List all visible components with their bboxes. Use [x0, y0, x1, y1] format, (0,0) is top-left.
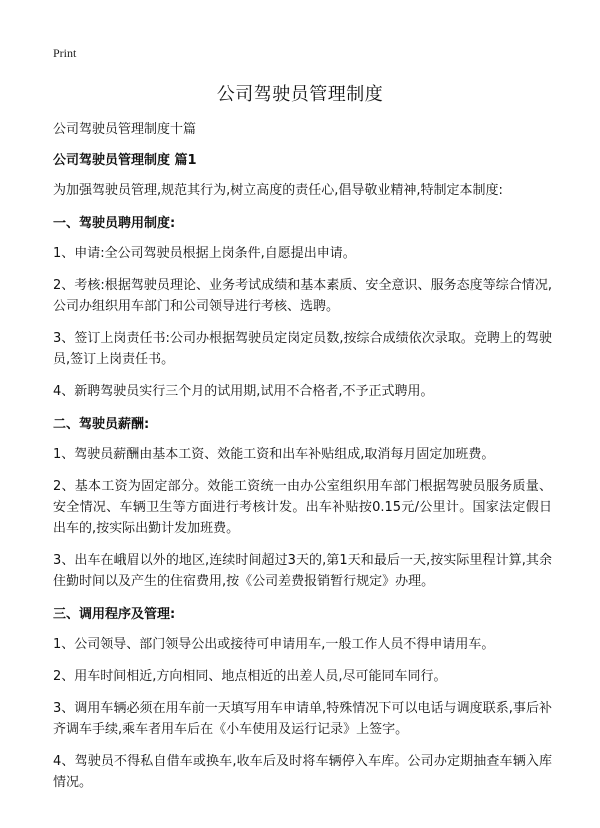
list-item: 1、申请:全公司驾驶员根据上岗条件,自愿提出申请。 — [53, 246, 356, 261]
section-heading: 一、驾驶员聘用制度: — [53, 216, 176, 231]
section-heading: 二、驾驶员薪酬: — [53, 417, 150, 432]
list-item: 3、签订上岗责任书:公司办根据驾驶员定岗定员数,按综合成绩依次录取。竞聘上的驾驶员,签订上岗责任书。 — [53, 331, 552, 367]
intro-paragraph: 为加强驾驶员管理,规范其行为,树立高度的责任心,倡导敬业精神,特制定本制度: — [53, 183, 503, 198]
section-heading: 三、调用程序及管理: — [53, 607, 176, 622]
section-dispatch — [53, 603, 552, 793]
document-body — [53, 118, 552, 804]
section-hiring — [53, 212, 552, 402]
list-item: 1、驾驶员薪酬由基本工资、效能工资和出车补贴组成,取消每月固定加班费。 — [53, 447, 495, 462]
list-item: 1、公司领导、部门领导公出或接待可申请用车,一般工作人员不得申请用车。 — [53, 637, 495, 652]
print-link[interactable]: Print — [53, 46, 77, 60]
list-item: 3、出车在峨眉以外的地区,连续时间超过3天的,第1天和最后一天,按实际里程计算,其余住勤时间以及产生的住宿费用,按《公司差费报销暂行规定》办理。 — [53, 553, 552, 589]
list-item: 2、基本工资为固定部分。效能工资统一由办公室组织用车部门根据驾驶员服务质量、安全情况、车辆卫生等方面进行考核计发。出车补贴按0.15元/公里计。国家法定假日出车的,按实际出勤计发加班费。 — [53, 479, 552, 536]
page-title: 公司驾驶员管理制度 — [216, 84, 384, 105]
list-item: 3、调用车辆必须在用车前一天填写用车申请单,特殊情况下可以电话与调度联系,事后补齐调车手续,乘车者用车后在《小车使用及运行记录》上签字。 — [53, 701, 552, 737]
list-item: 2、考核:根据驾驶员理论、业务考试成绩和基本素质、安全意识、服务态度等综合情况,公司办组织用车部门和公司领导进行考核、选聘。 — [53, 278, 552, 314]
list-item: 4、驾驶员不得私自借车或换车,收车后及时将车辆停入车库。公司办定期抽查车辆入库情况。 — [53, 754, 552, 790]
list-item: 4、新聘驾驶员实行三个月的试用期,试用不合格者,不予正式聘用。 — [53, 384, 434, 399]
list-item: 2、用车时间相近,方向相同、地点相近的出差人员,尽可能同车同行。 — [53, 669, 447, 684]
article-heading: 公司驾驶员管理制度 篇1 — [53, 153, 197, 168]
document-subtitle: 公司驾驶员管理制度十篇 — [53, 122, 197, 137]
section-salary — [53, 413, 552, 592]
